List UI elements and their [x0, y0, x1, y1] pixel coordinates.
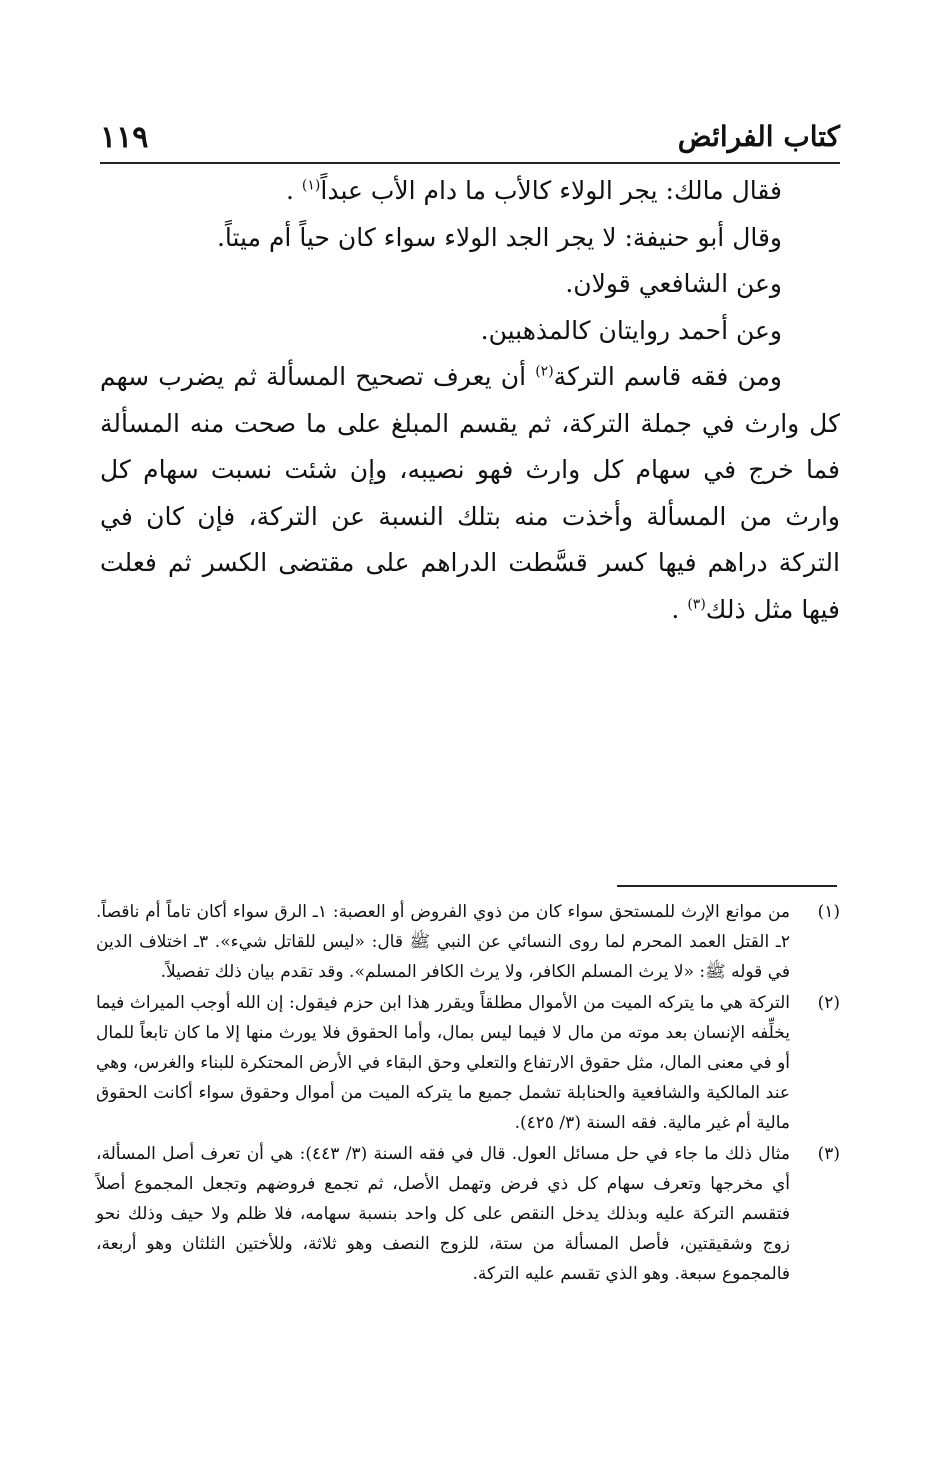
- footnote-text: من موانع الإرث للمستحق سواء كان من ذوي الفروض أو العصبة: ١ـ الرق سواء أكان تاماً أم ناقصاً. ٢ـ القتل العمد المحرم لما روى النسائي عن النبي ﷺ قال: «ليس للقاتل شيء». ٣ـ اختلاف الدين في قوله ﷺ: «لا يرث المسلم الكافر، ولا يرث الكافر المسلم». وقد تقدم بيان ذلك تفصيلاً.: [96, 902, 790, 983]
- footnote-2: [96, 988, 840, 1139]
- footnote-text: التركة هي ما يتركه الميت من الأموال مطلقاً ويقرر هذا ابن حزم فيقول: إن الله أوجب الميراث فيما يخلِّفه الإنسان بعد موته من مال لا فيما ليس بمال، وأما الحقوق فلا يورث منها إلا ما كان تابعاً للمال أو في معنى المال، مثل حقوق الارتفاع والتعلي وحق البقاء في الأرض المحتكرة للبناء والغرس، وهي عند المالكية والشافعية والحنابلة تشمل جميع ما يتركه الميت من أموال وحقوق سواء أكانت الحقوق مالية أم غير مالية. فقه السنة (٣/ ٤٢٥).: [96, 992, 790, 1134]
- footnote-number: (٢): [817, 992, 840, 1013]
- paragraph-malik: [100, 168, 840, 215]
- footnotes: [96, 897, 840, 1290]
- paragraph-end: .: [286, 176, 302, 205]
- footnote-3: [96, 1139, 840, 1290]
- footnote-separator: [617, 885, 837, 887]
- paragraph-text: أن يعرف تصحيح المسألة ثم يضرب سهم كل وارث في جملة التركة، ثم يقسم المبلغ على ما صحت منه المسألة فما خرج في سهام كل وارث فهو نصيبه، وإن شئت نسبت سهام كل وارث من المسألة وأخذت منه بتلك النسبة عن التركة، فإن كان في التركة دراهم فيها كسر قسَّطت الدراهم على مقتضى الكسر ثم فعلت فيها مثل ذلك: [100, 362, 840, 624]
- paragraph-abu-hanifa: وقال أبو حنيفة: لا يجر الجد الولاء سواء كان حياً أم ميتاً.: [216, 222, 782, 252]
- paragraph-estate-division: [100, 354, 840, 633]
- footnote-1: [96, 897, 840, 988]
- paragraph-end: .: [671, 594, 688, 624]
- footnote-ref-2: (٢): [535, 363, 554, 380]
- main-text: [100, 168, 840, 633]
- footnote-ref-3: (٣): [687, 596, 706, 613]
- paragraph-text: ومن فقه قاسم التركة: [553, 362, 782, 391]
- page-number: ١١٩: [100, 120, 149, 155]
- paragraph-shafii: وعن الشافعي قولان.: [565, 269, 782, 298]
- footnote-ref-1: (١): [301, 177, 321, 194]
- paragraph-ahmad: وعن أحمد روايتان كالمذهبين.: [480, 315, 782, 345]
- page-header: [100, 120, 840, 160]
- footnote-number: (٣): [817, 1143, 840, 1164]
- footnote-number: (١): [817, 902, 840, 922]
- paragraph-text: فقال مالك: يجر الولاء كالأب ما دام الأب عبداً: [320, 176, 782, 205]
- header-rule: [100, 162, 840, 164]
- footnote-text: مثال ذلك ما جاء في حل مسائل العول. قال في فقه السنة (٣/ ٤٤٣): هي أن تعرف أصل المسألة، أي مخرجها وتعرف سهام كل ذي فرض وتهمل الأصل، ثم تجمع فروضهم وتجعل المجموع أصلاً فتقسم التركة عليه وبذلك يدخل النقص على كل واحد بنسبة سهامه، فلا ظلم ولا حيف وذلك نحو زوج وشقيقتين، فأصل المسألة من ستة، للزوج النصف وهو ثلاثة، وللأختين الثلثان وهو أربعة، فالمجموع سبعة. وهو الذي تقسم عليه التركة.: [96, 1143, 791, 1285]
- running-title: كتاب الفرائض: [677, 120, 840, 153]
